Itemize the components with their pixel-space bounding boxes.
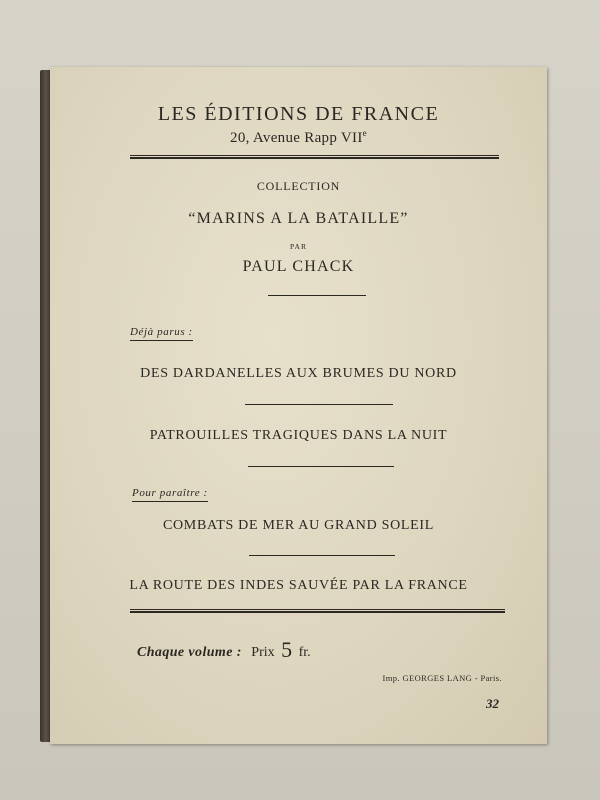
price-amount: 5	[281, 637, 293, 662]
footer-double-rule	[130, 609, 505, 613]
header-double-rule	[130, 155, 499, 159]
title-divider-3	[249, 555, 395, 556]
printer-imprint: Imp. GEORGES LANG - Paris.	[382, 673, 502, 683]
forthcoming-label: Pour paraître :	[132, 487, 208, 502]
price-unit: fr.	[298, 645, 311, 660]
collection-label: COLLECTION	[256, 179, 341, 193]
title-divider-1	[245, 404, 393, 405]
address-text: 20, Avenue Rapp VII	[230, 130, 363, 146]
address-suffix: e	[362, 128, 367, 138]
price-line	[137, 637, 311, 663]
by-label: PAR	[290, 242, 307, 251]
book-back-cover	[50, 67, 547, 744]
forthcoming-title-1: COMBATS DE MER AU GRAND SOLEIL	[162, 518, 435, 533]
published-label: Déjà parus :	[130, 326, 193, 341]
published-title-1: DES DARDANELLES AUX BRUMES DU NORD	[140, 366, 457, 381]
author-name: PAUL CHACK	[242, 258, 355, 275]
price-prix: Prix	[251, 645, 275, 660]
published-title-2: PATROUILLES TRAGIQUES DANS LA NUIT	[149, 428, 448, 443]
author-divider	[268, 295, 366, 296]
page-number: 32	[486, 696, 499, 711]
title-divider-2	[248, 466, 394, 467]
series-title: “MARINS A LA BATAILLE”	[188, 210, 409, 227]
forthcoming-title-2: LA ROUTE DES INDES SAUVÉE PAR LA FRANCE	[129, 578, 468, 593]
publisher-address	[50, 128, 547, 147]
publisher-name: LES ÉDITIONS DE FRANCE	[157, 103, 440, 125]
price-label: Chaque volume :	[137, 645, 242, 660]
